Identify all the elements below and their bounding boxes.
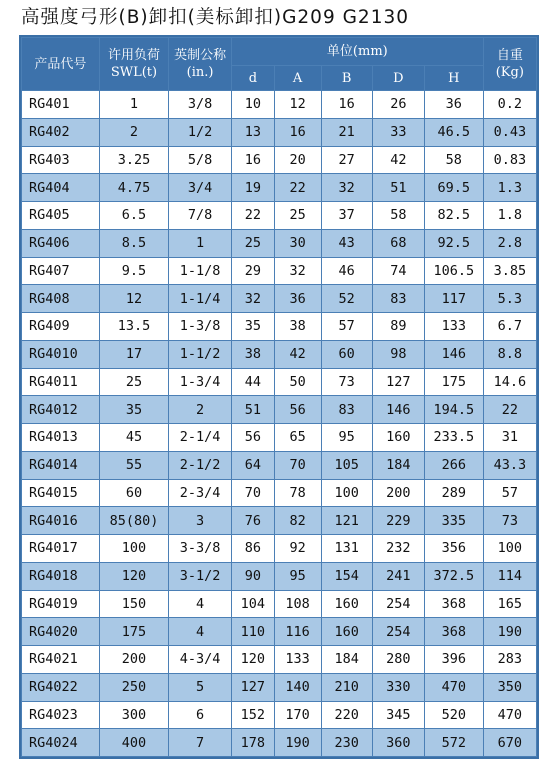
cell-weight: 14.6 [483,368,536,396]
table-row [22,507,537,535]
cell-size: 1-1/8 [169,257,232,285]
cell-code: RG4020 [22,618,100,646]
cell-size: 3/8 [169,91,232,119]
cell-size: 2 [169,396,232,424]
cell-weight: 2.8 [483,229,536,257]
table-row [22,451,537,479]
cell-b: 121 [321,507,372,535]
table-row [22,285,537,313]
cell-b: 43 [321,229,372,257]
cell-weight: 470 [483,701,536,729]
table-row [22,340,537,368]
col-group-unit-mm: 单位(mm) [232,38,484,66]
cell-code: RG409 [22,313,100,341]
cell-swl: 2 [99,118,168,146]
cell-weight: 190 [483,618,536,646]
cell-h: 175 [424,368,483,396]
cell-swl: 12 [99,285,168,313]
col-header-weight-line2: (Kg) [495,65,524,80]
cell-a: 38 [274,313,321,341]
cell-weight: 57 [483,479,536,507]
cell-code: RG4017 [22,535,100,563]
cell-h: 520 [424,701,483,729]
cell-dd: 200 [372,479,424,507]
cell-b: 160 [321,618,372,646]
cell-swl: 45 [99,424,168,452]
cell-a: 92 [274,535,321,563]
cell-dd: 146 [372,396,424,424]
cell-h: 58 [424,146,483,174]
cell-d: 44 [232,368,275,396]
cell-h: 396 [424,646,483,674]
cell-d: 25 [232,229,275,257]
cell-a: 25 [274,202,321,230]
cell-swl: 17 [99,340,168,368]
cell-weight: 165 [483,590,536,618]
col-header-size-line1: 英制公称 [174,48,227,63]
table-row [22,257,537,285]
cell-a: 65 [274,424,321,452]
cell-a: 50 [274,368,321,396]
cell-swl: 25 [99,368,168,396]
cell-code: RG4013 [22,424,100,452]
cell-b: 160 [321,590,372,618]
cell-b: 95 [321,424,372,452]
cell-code: RG406 [22,229,100,257]
cell-a: 70 [274,451,321,479]
cell-code: RG402 [22,118,100,146]
col-header-swl-line1: 许用负荷 [107,48,160,63]
cell-code: RG4018 [22,562,100,590]
cell-dd: 232 [372,535,424,563]
cell-code: RG4012 [22,396,100,424]
cell-weight: 31 [483,424,536,452]
cell-size: 1-1/2 [169,340,232,368]
cell-h: 335 [424,507,483,535]
table-row [22,562,537,590]
cell-h: 133 [424,313,483,341]
cell-b: 83 [321,396,372,424]
cell-d: 64 [232,451,275,479]
cell-a: 170 [274,701,321,729]
page-title: 高强度弓形(B)卸扣(美标卸扣)G209 G2130 [21,7,410,28]
cell-d: 70 [232,479,275,507]
cell-dd: 68 [372,229,424,257]
cell-code: RG4019 [22,590,100,618]
cell-a: 22 [274,174,321,202]
cell-weight: 1.3 [483,174,536,202]
cell-weight: 100 [483,535,536,563]
cell-size: 3-3/8 [169,535,232,563]
cell-b: 230 [321,729,372,757]
cell-size: 5/8 [169,146,232,174]
cell-size: 3-1/2 [169,562,232,590]
col-header-h: H [424,66,483,91]
table-row [22,535,537,563]
cell-b: 154 [321,562,372,590]
cell-swl: 200 [99,646,168,674]
spec-table-body [22,91,537,757]
cell-dd: 360 [372,729,424,757]
cell-h: 233.5 [424,424,483,452]
cell-weight: 0.2 [483,91,536,119]
cell-h: 69.5 [424,174,483,202]
cell-d: 152 [232,701,275,729]
table-row [22,424,537,452]
cell-b: 105 [321,451,372,479]
cell-weight: 114 [483,562,536,590]
cell-dd: 42 [372,146,424,174]
col-header-a: A [274,66,321,91]
cell-size: 2-3/4 [169,479,232,507]
cell-code: RG4014 [22,451,100,479]
cell-dd: 33 [372,118,424,146]
col-header-code: 产品代号 [22,38,100,91]
col-header-b: B [321,66,372,91]
table-row [22,729,537,757]
cell-code: RG4022 [22,673,100,701]
cell-size: 7 [169,729,232,757]
cell-swl: 35 [99,396,168,424]
cell-h: 36 [424,91,483,119]
cell-swl: 85(80) [99,507,168,535]
cell-swl: 175 [99,618,168,646]
cell-d: 16 [232,146,275,174]
table-row [22,118,537,146]
cell-swl: 250 [99,673,168,701]
cell-swl: 4.75 [99,174,168,202]
spec-table [21,37,537,757]
cell-dd: 241 [372,562,424,590]
cell-size: 7/8 [169,202,232,230]
cell-dd: 254 [372,590,424,618]
cell-a: 56 [274,396,321,424]
cell-b: 16 [321,91,372,119]
table-row [22,368,537,396]
cell-weight: 283 [483,646,536,674]
cell-weight: 43.3 [483,451,536,479]
cell-swl: 100 [99,535,168,563]
cell-code: RG404 [22,174,100,202]
cell-dd: 345 [372,701,424,729]
cell-h: 194.5 [424,396,483,424]
cell-d: 13 [232,118,275,146]
cell-swl: 8.5 [99,229,168,257]
cell-h: 46.5 [424,118,483,146]
cell-a: 42 [274,340,321,368]
table-row [22,618,537,646]
cell-b: 46 [321,257,372,285]
cell-dd: 330 [372,673,424,701]
cell-dd: 160 [372,424,424,452]
cell-h: 368 [424,618,483,646]
cell-b: 37 [321,202,372,230]
cell-size: 4 [169,618,232,646]
cell-swl: 120 [99,562,168,590]
cell-h: 82.5 [424,202,483,230]
cell-d: 86 [232,535,275,563]
cell-h: 356 [424,535,483,563]
cell-weight: 73 [483,507,536,535]
cell-size: 3/4 [169,174,232,202]
cell-d: 120 [232,646,275,674]
cell-swl: 400 [99,729,168,757]
cell-h: 368 [424,590,483,618]
cell-h: 106.5 [424,257,483,285]
cell-weight: 1.8 [483,202,536,230]
cell-dd: 89 [372,313,424,341]
cell-weight: 0.43 [483,118,536,146]
cell-size: 6 [169,701,232,729]
cell-a: 190 [274,729,321,757]
cell-b: 220 [321,701,372,729]
table-row [22,479,537,507]
cell-a: 78 [274,479,321,507]
spec-table-frame [19,35,539,759]
cell-code: RG4024 [22,729,100,757]
cell-a: 12 [274,91,321,119]
cell-h: 146 [424,340,483,368]
table-row [22,174,537,202]
cell-size: 3 [169,507,232,535]
cell-b: 32 [321,174,372,202]
cell-swl: 60 [99,479,168,507]
cell-swl: 300 [99,701,168,729]
cell-code: RG401 [22,91,100,119]
cell-size: 1-3/8 [169,313,232,341]
cell-dd: 184 [372,451,424,479]
cell-d: 32 [232,285,275,313]
table-row [22,396,537,424]
table-row [22,146,537,174]
cell-weight: 0.83 [483,146,536,174]
cell-weight: 350 [483,673,536,701]
cell-size: 4-3/4 [169,646,232,674]
cell-weight: 8.8 [483,340,536,368]
cell-swl: 150 [99,590,168,618]
cell-d: 56 [232,424,275,452]
cell-b: 184 [321,646,372,674]
cell-code: RG4021 [22,646,100,674]
cell-code: RG407 [22,257,100,285]
cell-weight: 22 [483,396,536,424]
cell-dd: 74 [372,257,424,285]
cell-a: 32 [274,257,321,285]
cell-a: 16 [274,118,321,146]
col-header-swl [99,38,168,91]
cell-size: 2-1/4 [169,424,232,452]
cell-swl: 9.5 [99,257,168,285]
cell-b: 60 [321,340,372,368]
table-row [22,673,537,701]
cell-a: 133 [274,646,321,674]
cell-h: 572 [424,729,483,757]
cell-h: 372.5 [424,562,483,590]
cell-a: 20 [274,146,321,174]
cell-d: 10 [232,91,275,119]
cell-d: 22 [232,202,275,230]
cell-size: 1-1/4 [169,285,232,313]
cell-d: 104 [232,590,275,618]
cell-b: 27 [321,146,372,174]
cell-a: 95 [274,562,321,590]
table-row [22,91,537,119]
cell-d: 110 [232,618,275,646]
cell-h: 289 [424,479,483,507]
cell-a: 82 [274,507,321,535]
cell-code: RG405 [22,202,100,230]
table-row [22,646,537,674]
col-header-weight-line1: 自重 [496,48,523,63]
cell-b: 73 [321,368,372,396]
cell-dd: 254 [372,618,424,646]
cell-a: 108 [274,590,321,618]
table-row [22,202,537,230]
cell-d: 51 [232,396,275,424]
cell-code: RG4010 [22,340,100,368]
cell-d: 19 [232,174,275,202]
cell-code: RG403 [22,146,100,174]
cell-swl: 1 [99,91,168,119]
cell-code: RG4011 [22,368,100,396]
cell-swl: 6.5 [99,202,168,230]
cell-d: 35 [232,313,275,341]
col-header-size-line2: (in.) [186,65,214,80]
cell-dd: 98 [372,340,424,368]
cell-weight: 670 [483,729,536,757]
cell-dd: 229 [372,507,424,535]
cell-dd: 51 [372,174,424,202]
cell-weight: 5.3 [483,285,536,313]
cell-b: 131 [321,535,372,563]
cell-dd: 83 [372,285,424,313]
table-row [22,229,537,257]
cell-code: RG4016 [22,507,100,535]
cell-size: 2-1/2 [169,451,232,479]
col-header-d: d [232,66,275,91]
cell-b: 210 [321,673,372,701]
cell-d: 127 [232,673,275,701]
cell-b: 100 [321,479,372,507]
cell-size: 5 [169,673,232,701]
cell-h: 266 [424,451,483,479]
cell-d: 90 [232,562,275,590]
col-header-dd: D [372,66,424,91]
cell-h: 92.5 [424,229,483,257]
cell-b: 52 [321,285,372,313]
cell-swl: 3.25 [99,146,168,174]
cell-size: 1-3/4 [169,368,232,396]
col-header-weight [483,38,536,91]
table-row [22,701,537,729]
cell-a: 140 [274,673,321,701]
cell-dd: 58 [372,202,424,230]
cell-b: 21 [321,118,372,146]
cell-a: 30 [274,229,321,257]
cell-code: RG4015 [22,479,100,507]
cell-weight: 3.85 [483,257,536,285]
table-row [22,313,537,341]
cell-dd: 280 [372,646,424,674]
cell-d: 76 [232,507,275,535]
cell-a: 36 [274,285,321,313]
cell-code: RG4023 [22,701,100,729]
cell-h: 470 [424,673,483,701]
cell-h: 117 [424,285,483,313]
cell-size: 1 [169,229,232,257]
col-header-swl-line2: SWL(t) [110,65,158,80]
cell-size: 1/2 [169,118,232,146]
cell-swl: 13.5 [99,313,168,341]
col-header-size [169,38,232,91]
cell-swl: 55 [99,451,168,479]
cell-d: 178 [232,729,275,757]
cell-d: 29 [232,257,275,285]
table-row [22,590,537,618]
cell-d: 38 [232,340,275,368]
cell-code: RG408 [22,285,100,313]
cell-weight: 6.7 [483,313,536,341]
cell-dd: 26 [372,91,424,119]
cell-a: 116 [274,618,321,646]
cell-b: 57 [321,313,372,341]
cell-dd: 127 [372,368,424,396]
cell-size: 4 [169,590,232,618]
